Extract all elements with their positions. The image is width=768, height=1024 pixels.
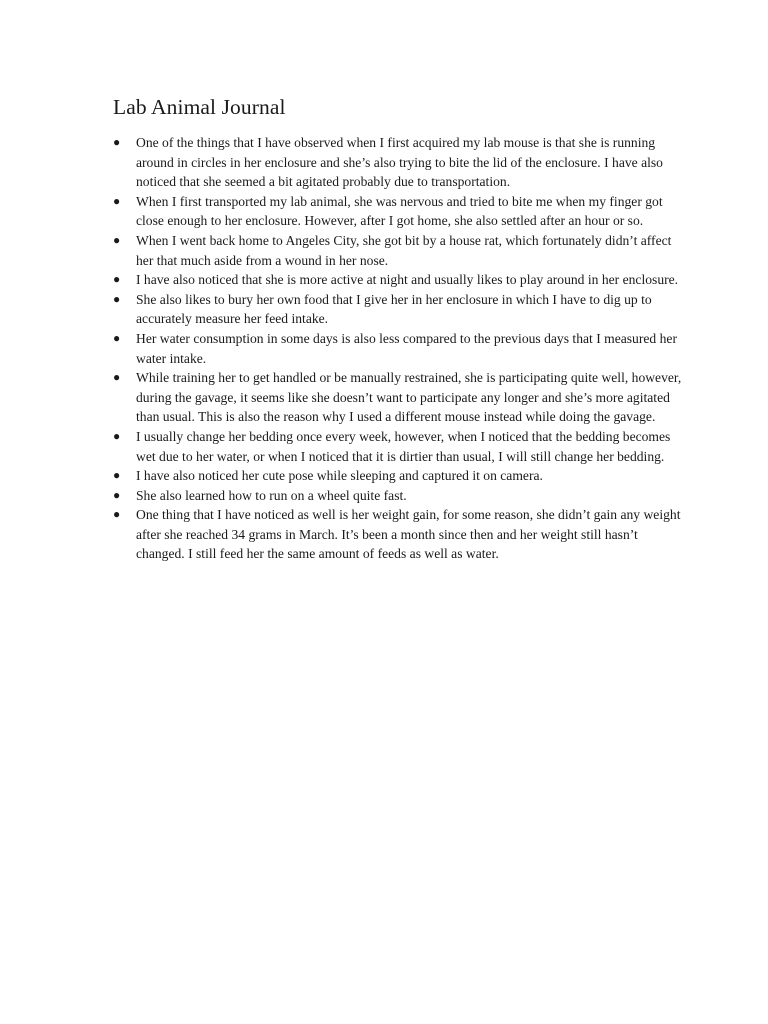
bullet-icon: ● — [113, 232, 121, 247]
bullet-icon: ● — [113, 428, 121, 443]
list-item-text: She also likes to bury her own food that I give her in her enclosure in which I have to dig up to accurately measure her feed intake. — [136, 291, 652, 327]
list-item — [113, 427, 688, 466]
page-title: Lab Animal Journal — [113, 95, 286, 119]
list-item — [113, 368, 688, 427]
bullet-icon: ● — [113, 330, 121, 345]
bullet-icon: ● — [113, 135, 121, 149]
bullet-icon: ● — [113, 272, 121, 287]
list-item-text: I have also noticed that she is more active at night and usually likes to play around in her enclosure. — [136, 272, 679, 288]
list-item — [113, 231, 688, 270]
list-item — [113, 329, 688, 368]
bullet-icon: ● — [113, 507, 121, 522]
list-item — [113, 505, 688, 564]
list-item-text: I have also noticed her cute pose while sleeping and captured it on camera. — [136, 468, 543, 484]
bullet-icon: ● — [113, 487, 121, 502]
journal-entry-list — [113, 133, 688, 564]
list-item — [113, 466, 688, 486]
list-item-text: One of the things that I have observed when I first acquired my lab mouse is that she is running around in circles in her enclosure and she’s also trying to bite the lid of the enclosure. I have also noticed that she seemed a bit agitated probably due to transportation. — [136, 135, 663, 190]
list-item-text: One thing that I have noticed as well is her weight gain, for some reason, she didn’t gain any weight after she reached 34 grams in March. It’s been a month since then and her weight still hasn’t changed. I still feed her the same amount of feeds as well as water. — [136, 507, 681, 562]
bullet-icon: ● — [113, 193, 121, 208]
list-item-text: She also learned how to run on a wheel quite fast. — [136, 487, 407, 503]
list-item — [113, 192, 688, 231]
bullet-icon: ● — [113, 370, 121, 385]
list-item-text: Her water consumption in some days is also less compared to the previous days that I measured her water intake. — [136, 330, 677, 366]
bullet-icon: ● — [113, 468, 121, 483]
list-item — [113, 270, 688, 290]
list-item-text: When I first transported my lab animal, she was nervous and tried to bite me when my finger got close enough to her enclosure. However, after I got home, she also settled after an hour or so. — [136, 193, 663, 229]
list-item — [113, 290, 688, 329]
list-item — [113, 133, 688, 192]
list-item-text: When I went back home to Angeles City, she got bit by a house rat, which fortunately didn’t affect her that much aside from a wound in her nose. — [136, 232, 672, 268]
list-item — [113, 486, 688, 506]
list-item-text: I usually change her bedding once every week, however, when I noticed that the bedding becomes wet due to her water, or when I noticed that it is dirtier than usual, I will still change her bedding. — [136, 428, 671, 464]
bullet-icon: ● — [113, 291, 121, 306]
list-item-text: While training her to get handled or be manually restrained, she is participating quite well, however, during the gavage, it seems like she doesn’t want to participate any longer and she’s more agitated than usual. This is also the reason why I used a different mouse instead while doing the gavage. — [136, 370, 682, 425]
